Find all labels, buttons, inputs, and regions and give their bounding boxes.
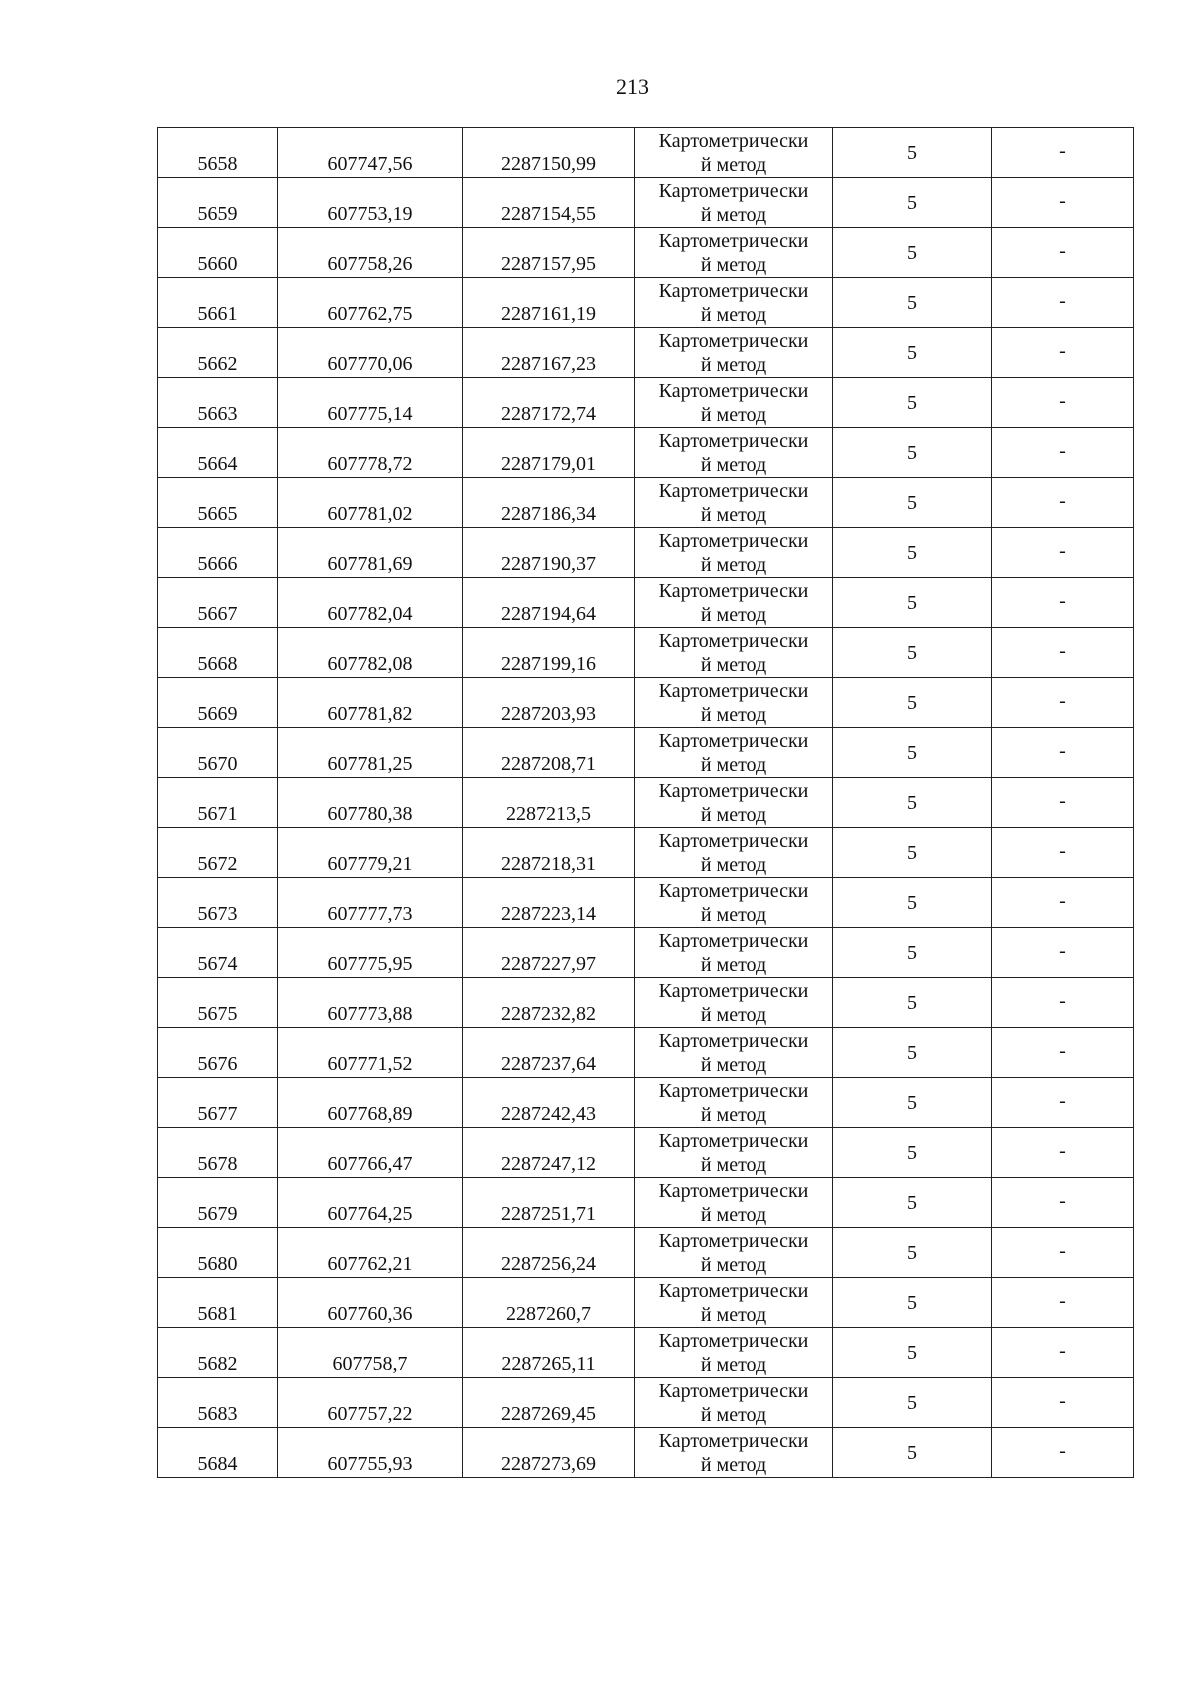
x-coordinate-cell: 607755,93 [278,1428,463,1478]
method-label-line2: й метод [700,453,767,476]
method-label-line2: й метод [700,1303,767,1326]
note-cell [992,628,1134,678]
point-number-cell: 5658 [158,128,278,178]
method-label-line2: й метод [700,1403,767,1426]
x-coordinate-cell: 607770,06 [278,328,463,378]
y-coordinate-cell: 2287172,74 [463,378,635,428]
y-coordinate-cell: 2287265,11 [463,1328,635,1378]
point-number-cell: 5670 [158,728,278,778]
accuracy-cell: 5 [833,228,992,278]
method-label-line2: й метод [700,1103,767,1126]
method-cell [635,178,833,228]
note-dash: - [1059,589,1066,612]
note-dash: - [1059,389,1066,412]
method-label-line2: й метод [700,1003,767,1026]
table-row [158,978,1134,1028]
table-row [158,578,1134,628]
method-cell [635,1428,833,1478]
y-coordinate-cell: 2287161,19 [463,278,635,328]
note-cell [992,128,1134,178]
note-cell [992,1178,1134,1228]
y-coordinate-cell: 2287167,23 [463,328,635,378]
method-cell [635,1328,833,1378]
note-cell [992,978,1134,1028]
table-row [158,128,1134,178]
accuracy-cell: 5 [833,678,992,728]
method-label-line1: Картометрически [658,479,809,502]
method-cell [635,1028,833,1078]
note-cell [992,1228,1134,1278]
method-label-line2: й метод [700,403,767,426]
accuracy-cell: 5 [833,1428,992,1478]
y-coordinate-cell: 2287242,43 [463,1078,635,1128]
method-cell [635,978,833,1028]
note-cell [992,528,1134,578]
x-coordinate-cell: 607778,72 [278,428,463,478]
accuracy-cell: 5 [833,178,992,228]
note-dash: - [1059,639,1066,662]
note-dash: - [1059,489,1066,512]
x-coordinate-cell: 607768,89 [278,1078,463,1128]
point-number-cell: 5674 [158,928,278,978]
method-label-line1: Картометрически [658,1079,809,1102]
y-coordinate-cell: 2287223,14 [463,878,635,928]
accuracy-cell: 5 [833,328,992,378]
note-dash: - [1059,839,1066,862]
point-number-cell: 5675 [158,978,278,1028]
note-dash: - [1059,1239,1066,1262]
table-row [158,478,1134,528]
point-number-cell: 5677 [158,1078,278,1128]
accuracy-cell: 5 [833,428,992,478]
table-row [158,678,1134,728]
y-coordinate-cell: 2287157,95 [463,228,635,278]
point-number-cell: 5671 [158,778,278,828]
accuracy-cell: 5 [833,728,992,778]
note-cell [992,678,1134,728]
note-cell [992,328,1134,378]
method-label-line1: Картометрически [658,1329,809,1352]
note-dash: - [1059,1339,1066,1362]
table-row [158,878,1134,928]
accuracy-cell: 5 [833,1128,992,1178]
method-label-line2: й метод [700,953,767,976]
y-coordinate-cell: 2287227,97 [463,928,635,978]
table-row [158,828,1134,878]
note-cell [992,478,1134,528]
point-number-cell: 5669 [158,678,278,728]
method-label-line2: й метод [700,1253,767,1276]
note-dash: - [1059,1189,1066,1212]
method-label-line1: Картометрически [658,579,809,602]
note-cell [992,378,1134,428]
accuracy-cell: 5 [833,878,992,928]
accuracy-cell: 5 [833,1278,992,1328]
note-dash: - [1059,439,1066,462]
method-label-line2: й метод [700,903,767,926]
point-number-cell: 5667 [158,578,278,628]
method-label-line1: Картометрически [658,1279,809,1302]
y-coordinate-cell: 2287203,93 [463,678,635,728]
note-dash: - [1059,1089,1066,1112]
point-number-cell: 5682 [158,1328,278,1378]
method-cell [635,128,833,178]
method-label-line2: й метод [700,1153,767,1176]
note-cell [992,1128,1134,1178]
table-row [158,1178,1134,1228]
y-coordinate-cell: 2287273,69 [463,1428,635,1478]
point-number-cell: 5666 [158,528,278,578]
method-label-line2: й метод [700,703,767,726]
method-cell [635,228,833,278]
method-label-line2: й метод [700,1053,767,1076]
method-cell [635,1378,833,1428]
note-dash: - [1059,339,1066,362]
note-dash: - [1059,1439,1066,1462]
point-number-cell: 5662 [158,328,278,378]
method-label-line1: Картометрически [658,779,809,802]
note-dash: - [1059,1039,1066,1062]
table-row [158,778,1134,828]
method-label-line2: й метод [700,503,767,526]
accuracy-cell: 5 [833,928,992,978]
note-cell [992,178,1134,228]
method-label-line2: й метод [700,303,767,326]
y-coordinate-cell: 2287194,64 [463,578,635,628]
method-label-line1: Картометрически [658,879,809,902]
point-number-cell: 5679 [158,1178,278,1228]
x-coordinate-cell: 607773,88 [278,978,463,1028]
x-coordinate-cell: 607780,38 [278,778,463,828]
y-coordinate-cell: 2287247,12 [463,1128,635,1178]
table-row [158,278,1134,328]
y-coordinate-cell: 2287199,16 [463,628,635,678]
method-cell [635,278,833,328]
y-coordinate-cell: 2287269,45 [463,1378,635,1428]
table-row [158,928,1134,978]
note-dash: - [1059,939,1066,962]
method-label-line2: й метод [700,1353,767,1376]
accuracy-cell: 5 [833,828,992,878]
accuracy-cell: 5 [833,528,992,578]
method-label-line1: Картометрически [658,329,809,352]
accuracy-cell: 5 [833,578,992,628]
method-label-line2: й метод [700,553,767,576]
x-coordinate-cell: 607781,25 [278,728,463,778]
note-cell [992,228,1134,278]
note-cell [992,1078,1134,1128]
y-coordinate-cell: 2287232,82 [463,978,635,1028]
note-cell [992,1278,1134,1328]
y-coordinate-cell: 2287251,71 [463,1178,635,1228]
method-label-line2: й метод [700,803,767,826]
method-label-line2: й метод [700,253,767,276]
note-cell [992,1328,1134,1378]
page-number: 213 [616,74,649,99]
note-cell [992,778,1134,828]
note-dash: - [1059,539,1066,562]
method-cell [635,728,833,778]
method-label-line1: Картометрически [658,1379,809,1402]
method-cell [635,528,833,578]
method-label-line1: Картометрически [658,1129,809,1152]
note-cell [992,1378,1134,1428]
x-coordinate-cell: 607775,14 [278,378,463,428]
method-label-line1: Картометрически [658,429,809,452]
point-number-cell: 5678 [158,1128,278,1178]
note-cell [992,928,1134,978]
method-label-line1: Картометрически [658,979,809,1002]
point-number-cell: 5665 [158,478,278,528]
point-number-cell: 5660 [158,228,278,278]
method-cell [635,1228,833,1278]
method-label-line1: Картометрически [658,1179,809,1202]
y-coordinate-cell: 2287237,64 [463,1028,635,1078]
point-number-cell: 5659 [158,178,278,228]
note-dash: - [1059,289,1066,312]
table-row [158,328,1134,378]
note-cell [992,1028,1134,1078]
method-label-line2: й метод [700,603,767,626]
note-cell [992,878,1134,928]
method-label-line1: Картометрически [658,679,809,702]
note-dash: - [1059,139,1066,162]
table-row [158,1028,1134,1078]
point-number-cell: 5661 [158,278,278,328]
table-row [158,528,1134,578]
method-label-line1: Картометрически [658,279,809,302]
x-coordinate-cell: 607753,19 [278,178,463,228]
method-cell [635,578,833,628]
accuracy-cell: 5 [833,1378,992,1428]
method-label-line1: Картометрически [658,1429,809,1452]
x-coordinate-cell: 607781,82 [278,678,463,728]
note-cell [992,828,1134,878]
method-label-line1: Картометрически [658,829,809,852]
point-number-cell: 5676 [158,1028,278,1078]
note-dash: - [1059,1389,1066,1412]
x-coordinate-cell: 607747,56 [278,128,463,178]
method-cell [635,428,833,478]
y-coordinate-cell: 2287256,24 [463,1228,635,1278]
method-label-line1: Картометрически [658,929,809,952]
x-coordinate-cell: 607777,73 [278,878,463,928]
table-row [158,1278,1134,1328]
method-label-line1: Картометрически [658,529,809,552]
y-coordinate-cell: 2287186,34 [463,478,635,528]
x-coordinate-cell: 607764,25 [278,1178,463,1228]
note-dash: - [1059,689,1066,712]
table-row [158,728,1134,778]
x-coordinate-cell: 607782,08 [278,628,463,678]
y-coordinate-cell: 2287208,71 [463,728,635,778]
x-coordinate-cell: 607757,22 [278,1378,463,1428]
method-label-line2: й метод [700,1203,767,1226]
point-number-cell: 5664 [158,428,278,478]
accuracy-cell: 5 [833,1078,992,1128]
point-number-cell: 5681 [158,1278,278,1328]
table-row [158,1228,1134,1278]
x-coordinate-cell: 607760,36 [278,1278,463,1328]
table-row [158,1078,1134,1128]
point-number-cell: 5673 [158,878,278,928]
note-dash: - [1059,1289,1066,1312]
point-number-cell: 5668 [158,628,278,678]
method-label-line1: Картометрически [658,1229,809,1252]
method-label-line2: й метод [700,753,767,776]
x-coordinate-cell: 607779,21 [278,828,463,878]
method-label-line2: й метод [700,853,767,876]
x-coordinate-cell: 607758,26 [278,228,463,278]
method-label-line1: Картометрически [658,379,809,402]
method-cell [635,328,833,378]
method-label-line1: Картометрически [658,129,809,152]
point-number-cell: 5672 [158,828,278,878]
method-label-line2: й метод [700,203,767,226]
note-cell [992,278,1134,328]
x-coordinate-cell: 607758,7 [278,1328,463,1378]
point-number-cell: 5663 [158,378,278,428]
method-cell [635,878,833,928]
method-label-line1: Картометрически [658,629,809,652]
y-coordinate-cell: 2287218,31 [463,828,635,878]
y-coordinate-cell: 2287150,99 [463,128,635,178]
accuracy-cell: 5 [833,378,992,428]
note-cell [992,1428,1134,1478]
method-label-line2: й метод [700,353,767,376]
method-cell [635,378,833,428]
y-coordinate-cell: 2287190,37 [463,528,635,578]
method-label-line1: Картометрически [658,729,809,752]
note-dash: - [1059,739,1066,762]
point-number-cell: 5680 [158,1228,278,1278]
y-coordinate-cell: 2287260,7 [463,1278,635,1328]
table-row [158,228,1134,278]
method-cell [635,478,833,528]
method-cell [635,778,833,828]
method-cell [635,1178,833,1228]
method-label-line2: й метод [700,653,767,676]
table-body [158,128,1134,1478]
note-dash: - [1059,1139,1066,1162]
y-coordinate-cell: 2287154,55 [463,178,635,228]
table-row [158,1428,1134,1478]
x-coordinate-cell: 607782,04 [278,578,463,628]
x-coordinate-cell: 607771,52 [278,1028,463,1078]
x-coordinate-cell: 607762,21 [278,1228,463,1278]
table-row [158,1328,1134,1378]
method-label-line2: й метод [700,153,767,176]
point-number-cell: 5683 [158,1378,278,1428]
x-coordinate-cell: 607781,69 [278,528,463,578]
coordinates-table [157,127,1134,1478]
x-coordinate-cell: 607762,75 [278,278,463,328]
accuracy-cell: 5 [833,1228,992,1278]
accuracy-cell: 5 [833,628,992,678]
method-cell [635,1078,833,1128]
x-coordinate-cell: 607781,02 [278,478,463,528]
table-row [158,1128,1134,1178]
method-label-line2: й метод [700,1453,767,1476]
point-number-cell: 5684 [158,1428,278,1478]
method-cell [635,628,833,678]
accuracy-cell: 5 [833,128,992,178]
table-row [158,628,1134,678]
note-dash: - [1059,889,1066,912]
note-dash: - [1059,989,1066,1012]
accuracy-cell: 5 [833,1178,992,1228]
method-label-line1: Картометрически [658,1029,809,1052]
note-cell [992,728,1134,778]
table-row [158,428,1134,478]
y-coordinate-cell: 2287213,5 [463,778,635,828]
accuracy-cell: 5 [833,978,992,1028]
method-label-line1: Картометрически [658,229,809,252]
method-cell [635,828,833,878]
method-cell [635,1128,833,1178]
accuracy-cell: 5 [833,1328,992,1378]
method-cell [635,678,833,728]
y-coordinate-cell: 2287179,01 [463,428,635,478]
x-coordinate-cell: 607766,47 [278,1128,463,1178]
note-cell [992,428,1134,478]
x-coordinate-cell: 607775,95 [278,928,463,978]
method-cell [635,1278,833,1328]
accuracy-cell: 5 [833,778,992,828]
table-row [158,378,1134,428]
accuracy-cell: 5 [833,1028,992,1078]
note-cell [992,578,1134,628]
note-dash: - [1059,189,1066,212]
note-dash: - [1059,789,1066,812]
table-row [158,1378,1134,1428]
table-row [158,178,1134,228]
accuracy-cell: 5 [833,478,992,528]
note-dash: - [1059,239,1066,262]
accuracy-cell: 5 [833,278,992,328]
method-cell [635,928,833,978]
method-label-line1: Картометрически [658,179,809,202]
